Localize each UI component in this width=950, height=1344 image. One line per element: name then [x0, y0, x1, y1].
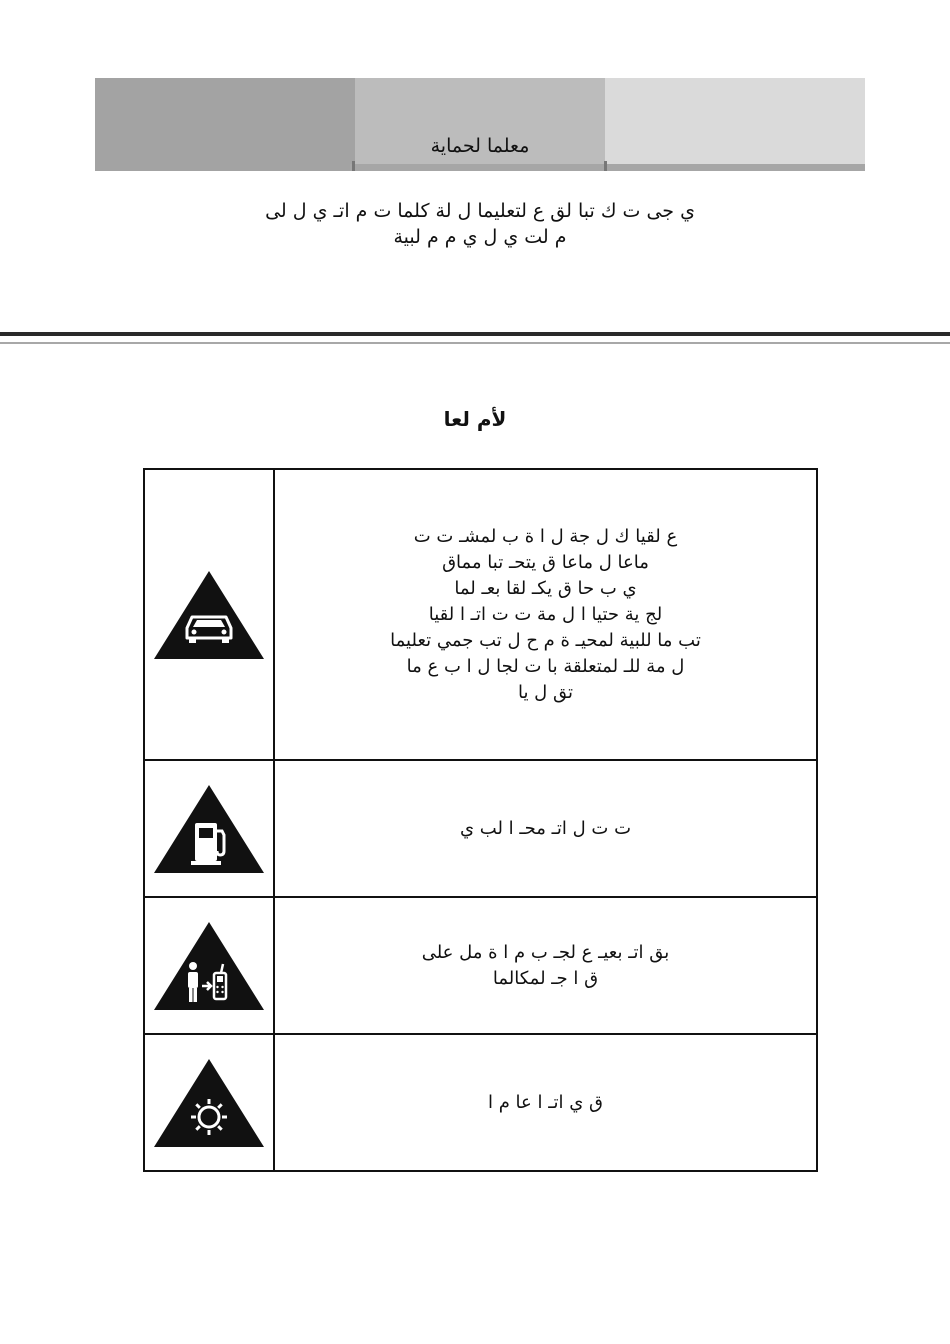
intro-line: ي جى ت ك تبا لق ع لتعليما ل لة كلما ت م اتـ ي ل لى [265, 200, 695, 222]
header-band-tick [604, 161, 607, 171]
safety-row [144, 897, 817, 1034]
safety-table [143, 468, 818, 1172]
icon-cell [144, 1034, 274, 1171]
header-title: معلما لحماية [430, 135, 530, 157]
instruction-text [274, 897, 817, 1034]
icon-cell [144, 897, 274, 1034]
section-title: لأم لعا [443, 407, 507, 431]
text-line: ي ب حا ق يكـ لقا بعـ لما [454, 577, 637, 599]
header-band-underline [350, 164, 865, 171]
car-warning-icon [151, 565, 267, 665]
safety-row [144, 469, 817, 760]
text-line: ت ت ل اتـ محـ ا لب ي [459, 817, 632, 839]
divider-light [0, 342, 950, 344]
icon-cell [144, 469, 274, 760]
text-line: ل مة للـ لمتعلقة با ت لجا ل ا ب ع ما [406, 655, 685, 677]
header-band-right [605, 78, 865, 171]
fuel-pump-warning-icon [151, 779, 267, 879]
text-line: ق ي اتـ ا عا م ا [487, 1091, 604, 1113]
header-band-tick [352, 161, 355, 171]
text-line: لج ية حتيا ا ل مة ت ت اتـ ا لقيا [428, 603, 663, 625]
text-line: تق ل يا [517, 681, 574, 703]
phone-distance-warning-icon [151, 916, 267, 1016]
text-line: بق اتـ بعيـ ع لجـ ب م ا ة مل على [421, 941, 670, 963]
text-line: ع لقيا ك ل جة ل ا ة ب لمشـ ت ت [413, 525, 678, 547]
heat-warning-icon [151, 1053, 267, 1153]
icon-cell [144, 760, 274, 897]
safety-row [144, 1034, 817, 1171]
intro-paragraph [80, 198, 880, 250]
text-line: تب ما للبية لمحيـ ة م ح ل تب جمي تعليما [390, 629, 701, 651]
instruction-text [274, 1034, 817, 1171]
intro-line: م لت ي ل ي م م لبية [393, 226, 567, 248]
header-band-left [95, 78, 355, 171]
instruction-text [274, 469, 817, 760]
instruction-text [274, 760, 817, 897]
safety-row [144, 760, 817, 897]
divider-dark [0, 332, 950, 336]
text-line: ق ا جـ لمكالما [492, 967, 599, 989]
text-line: ماعا ل ماعا ق يتحـ تبا مماق [442, 551, 649, 573]
